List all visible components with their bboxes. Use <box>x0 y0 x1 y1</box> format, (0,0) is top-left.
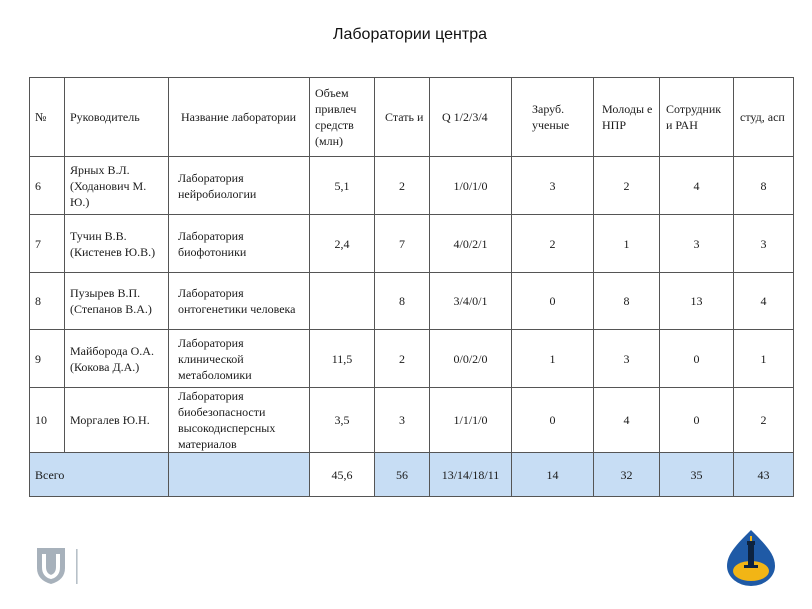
row-young: 2 <box>594 157 660 215</box>
row-articles: 2 <box>375 157 430 215</box>
table-row <box>30 273 794 330</box>
row-young: 3 <box>594 330 660 388</box>
table-row <box>30 215 794 273</box>
row-students: 3 <box>734 215 794 273</box>
row-articles: 7 <box>375 215 430 273</box>
row-volume: 5,1 <box>310 157 375 215</box>
row-q: 4/0/2/1 <box>430 215 512 273</box>
table-row <box>30 157 794 215</box>
labs-table <box>29 77 794 497</box>
lighthouse-logo-icon <box>723 528 779 588</box>
university-logo-icon <box>34 546 90 586</box>
header-cell: Руководитель <box>65 78 169 157</box>
header-cell: студ, асп <box>734 78 794 157</box>
total-volume: 45,6 <box>310 453 375 497</box>
row-q: 0/0/2/0 <box>430 330 512 388</box>
row-students: 1 <box>734 330 794 388</box>
row-young: 4 <box>594 388 660 453</box>
row-young: 1 <box>594 215 660 273</box>
row-articles: 8 <box>375 273 430 330</box>
row-head: Майборода О.А. (Кокова Д.А.) <box>65 330 169 388</box>
row-number: 8 <box>30 273 65 330</box>
row-lab-name: Лаборатория биобезопасности высокодисперсных материалов <box>169 388 310 453</box>
row-students: 2 <box>734 388 794 453</box>
row-ras: 4 <box>660 157 734 215</box>
header-cell: Название лаборатории <box>169 78 310 157</box>
row-number: 7 <box>30 215 65 273</box>
table-header-row <box>30 78 794 157</box>
row-q: 1/1/1/0 <box>430 388 512 453</box>
row-volume: 3,5 <box>310 388 375 453</box>
header-cell: Стать и <box>375 78 430 157</box>
row-q: 1/0/1/0 <box>430 157 512 215</box>
total-young: 32 <box>594 453 660 497</box>
row-lab-name: Лаборатория нейробиологии <box>169 157 310 215</box>
row-foreign: 2 <box>512 215 594 273</box>
row-ras: 3 <box>660 215 734 273</box>
row-ras: 0 <box>660 388 734 453</box>
header-cell: Объем привлеч средств (млн) <box>310 78 375 157</box>
table-row <box>30 388 794 453</box>
row-lab-name: Лаборатория клинической метаболомики <box>169 330 310 388</box>
row-young: 8 <box>594 273 660 330</box>
row-head: Пузырев В.П. (Степанов В.А.) <box>65 273 169 330</box>
row-foreign: 1 <box>512 330 594 388</box>
row-head: Тучин В.В. (Кистенев Ю.В.) <box>65 215 169 273</box>
row-students: 8 <box>734 157 794 215</box>
row-students: 4 <box>734 273 794 330</box>
total-students: 43 <box>734 453 794 497</box>
total-ras: 35 <box>660 453 734 497</box>
row-ras: 13 <box>660 273 734 330</box>
header-cell: Молоды е НПР <box>594 78 660 157</box>
row-foreign: 0 <box>512 388 594 453</box>
row-number: 9 <box>30 330 65 388</box>
total-empty-cell <box>169 453 310 497</box>
row-lab-name: Лаборатория биофотоники <box>169 215 310 273</box>
row-foreign: 3 <box>512 157 594 215</box>
row-head: Моргалев Ю.Н. <box>65 388 169 453</box>
row-q: 3/4/0/1 <box>430 273 512 330</box>
total-label: Всего <box>30 453 169 497</box>
total-row <box>30 453 794 497</box>
total-articles: 56 <box>375 453 430 497</box>
table-row <box>30 330 794 388</box>
row-number: 10 <box>30 388 65 453</box>
row-articles: 3 <box>375 388 430 453</box>
row-foreign: 0 <box>512 273 594 330</box>
page-title: Лаборатории центра <box>332 26 487 43</box>
total-q: 13/14/18/11 <box>430 453 512 497</box>
row-number: 6 <box>30 157 65 215</box>
header-cell: Q 1/2/3/4 <box>430 78 512 157</box>
row-head: Ярных В.Л. (Ходанович М. Ю.) <box>65 157 169 215</box>
row-volume: 11,5 <box>310 330 375 388</box>
header-cell: Заруб. ученые <box>512 78 594 157</box>
row-ras: 0 <box>660 330 734 388</box>
row-articles: 2 <box>375 330 430 388</box>
header-cell: Сотрудник и РАН <box>660 78 734 157</box>
row-lab-name: Лаборатория онтогенетики человека <box>169 273 310 330</box>
row-volume: 2,4 <box>310 215 375 273</box>
header-cell: № <box>30 78 65 157</box>
total-foreign: 14 <box>512 453 594 497</box>
row-volume <box>310 273 375 330</box>
